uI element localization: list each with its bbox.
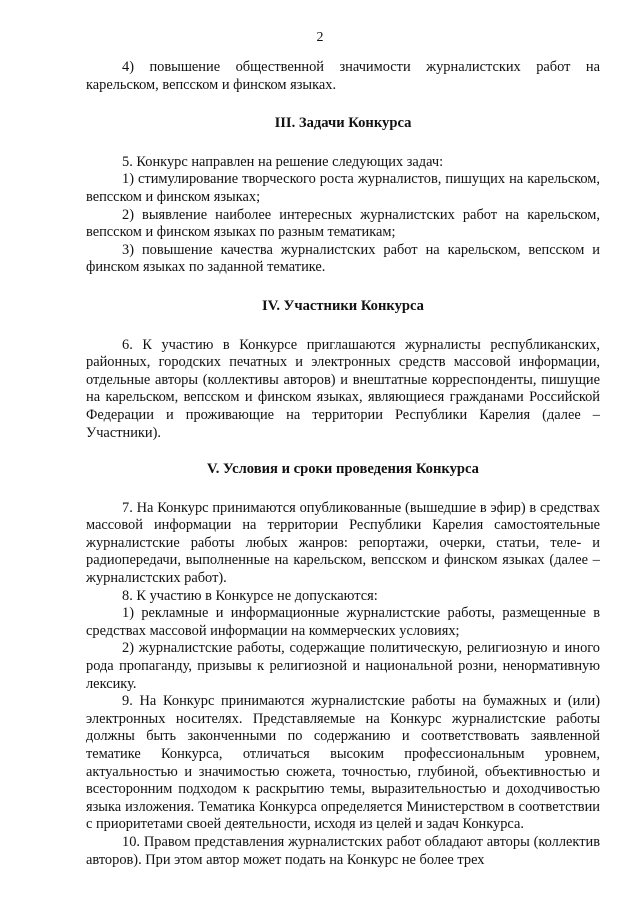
paragraph-6: 6. К участию в Конкурсе приглашаются журналисты республиканских, районных, городских печатных и электронных средств массовой информации, отдельные авторы (коллективы авторов) и внештатные корреспонденты, пишущие на карельском, вепсском и финском языках, являющиеся гражданами Российской Федерации и проживающие на территории Республики Карелия (далее – Участники). xyxy=(86,336,600,441)
paragraph-5: 5. Конкурс направлен на решение следующих задач: xyxy=(122,153,444,170)
section-heading-5: V. Условия и сроки проведения Конкурса xyxy=(207,461,479,478)
paragraph-8-item-2: 2) журналистские работы, содержащие политическую, религиозную и иного рода пропаганду, призывы к религиозной и национальной розни, ненормативную лексику. xyxy=(86,640,600,692)
section-heading-3: III. Задачи Конкурса xyxy=(274,115,412,132)
paragraph-7: 7. На Конкурс принимаются опубликованные (вышедшие в эфир) в средствах массовой информации на территории Республики Карелия самостоятельные журналистские работы любых жанров: репортажи, очерки, статьи, теле- и радиопередачи, выполненные на карельском, вепсском и финском языках (далее – журналистских работ). xyxy=(86,499,600,587)
paragraph-8: 8. К участию в Конкурсе не допускаются: xyxy=(122,587,378,604)
section-heading-4: IV. Участники Конкурса xyxy=(262,297,424,314)
document-body xyxy=(86,59,600,869)
paragraph-9: 9. На Конкурс принимаются журналистские работы на бумажных и (или) электронных носителях. Представляемые на Конкурс журналистские работы должны быть законченными по содержанию и соответствовать заявленной тематике Конкурса, отличаться высоким профессиональным уровнем, актуальностью и значимостью сюжета, точностью, глубиной, объективностью и всесторонним подходом к раскрытию темы, выразительностью и доходчивостью языка изложения. Тематика Конкурса определяется Министерством в соответствии с приоритетами своей деятельности, исходя из целей и задач Конкурса. xyxy=(86,693,600,833)
page-number: 2 xyxy=(316,30,324,45)
paragraph-5-item-2: 2) выявление наиболее интересных журналистских работ на карельском, вепсском и финском языках по разным тематикам; xyxy=(86,206,600,241)
paragraph-10: 10. Правом представления журналистских работ обладают авторы (коллектив авторов). При этом автор может подать на Конкурс не более трех xyxy=(86,833,600,868)
paragraph-5-item-3: 3) повышение качества журналистских работ на карельском, вепсском и финском языках по заданной тематике. xyxy=(86,241,600,276)
paragraph-5-item-1: 1) стимулирование творческого роста журналистов, пишущих на карельском, вепсском и финском языках; xyxy=(86,171,600,205)
paragraph-item-4: 4) повышение общественной значимости журналистских работ на карельском, вепсском и финском языках. xyxy=(86,59,600,93)
paragraph-8-item-1: 1) рекламные и информационные журналистские работы, размещенные в средствах массовой информации на коммерческих условиях; xyxy=(86,605,600,639)
